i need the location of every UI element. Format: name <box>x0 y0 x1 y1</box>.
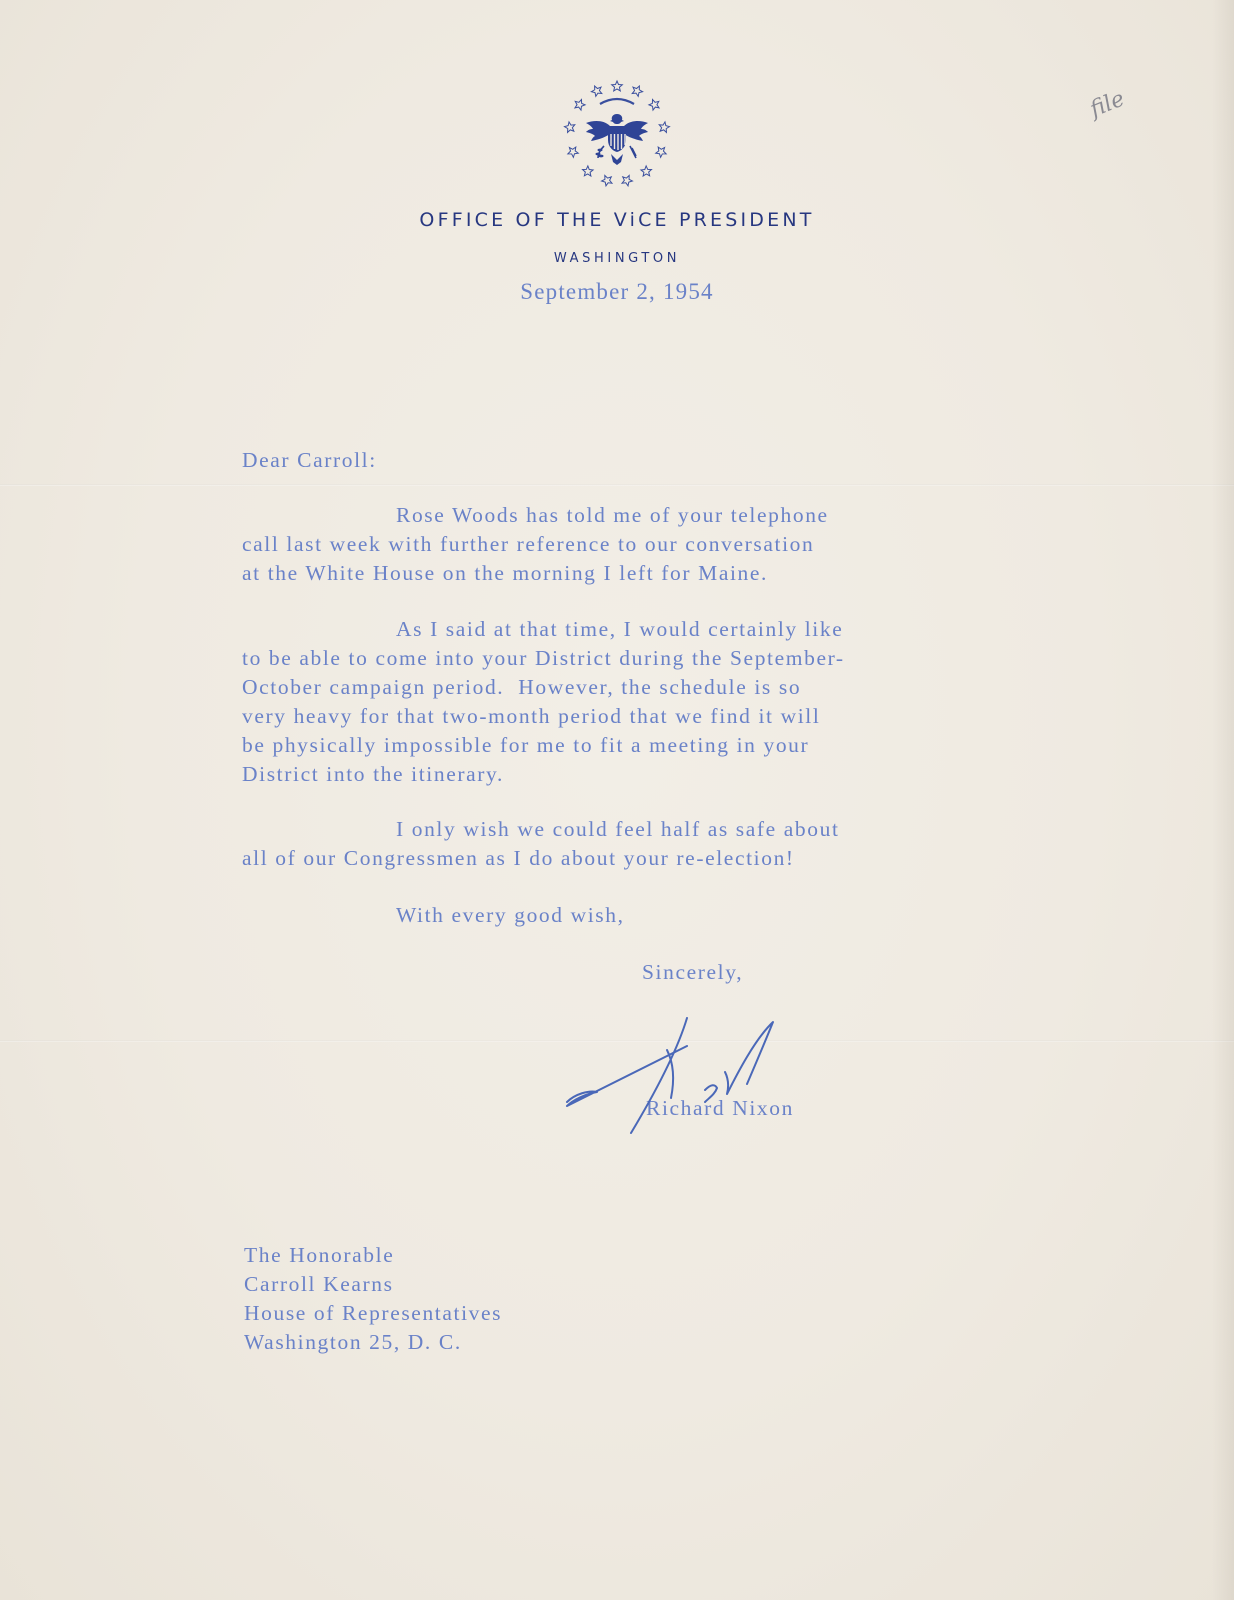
paragraph-3-line-2: all of our Congressmen as I do about your re-election! <box>242 846 795 870</box>
paragraph-2-line-4: very heavy for that two-month period that we find it will <box>242 704 821 728</box>
paragraph-2-line-6: District into the itinerary. <box>242 762 504 786</box>
letterhead-title: OFFICE OF THE ViCE PRESIDENT <box>419 209 815 231</box>
address-line-2: Carroll Kearns <box>244 1272 394 1296</box>
address-line-3: House of Representatives <box>244 1301 503 1325</box>
address-line-4: Washington 25, D. C. <box>244 1330 462 1354</box>
paragraph-2-line-3: October campaign period. However, the schedule is so <box>242 675 802 699</box>
paper-edge-shadow <box>1212 0 1234 1600</box>
vice-president-seal-icon <box>556 74 678 194</box>
paragraph-3-line-1: I only wish we could feel half as safe about <box>396 817 840 841</box>
paragraph-1-line-2: call last week with further reference to our conversation <box>242 532 815 556</box>
valediction: Sincerely, <box>642 960 744 984</box>
salutation: Dear Carroll: <box>242 448 377 472</box>
paragraph-2-line-5: be physically impossible for me to fit a meeting in your <box>242 733 810 757</box>
paragraph-2-line-2: to be able to come into your District during the September- <box>242 646 845 670</box>
paper-fold <box>0 484 1234 486</box>
paragraph-1-line-3: at the White House on the morning I left for Maine. <box>242 561 769 585</box>
letterhead-city: WASHINGTON <box>553 251 681 266</box>
closing-wish: With every good wish, <box>396 903 625 927</box>
handwritten-file-note: file <box>1086 86 1129 123</box>
signature-typed-name: Richard Nixon <box>646 1096 794 1120</box>
paragraph-1-line-1: Rose Woods has told me of your telephone <box>396 503 829 527</box>
letter-date: September 2, 1954 <box>520 279 714 304</box>
paragraph-2-line-1: As I said at that time, I would certainly like <box>396 617 844 641</box>
handwritten-signature <box>565 1010 795 1135</box>
address-line-1: The Honorable <box>244 1243 395 1267</box>
